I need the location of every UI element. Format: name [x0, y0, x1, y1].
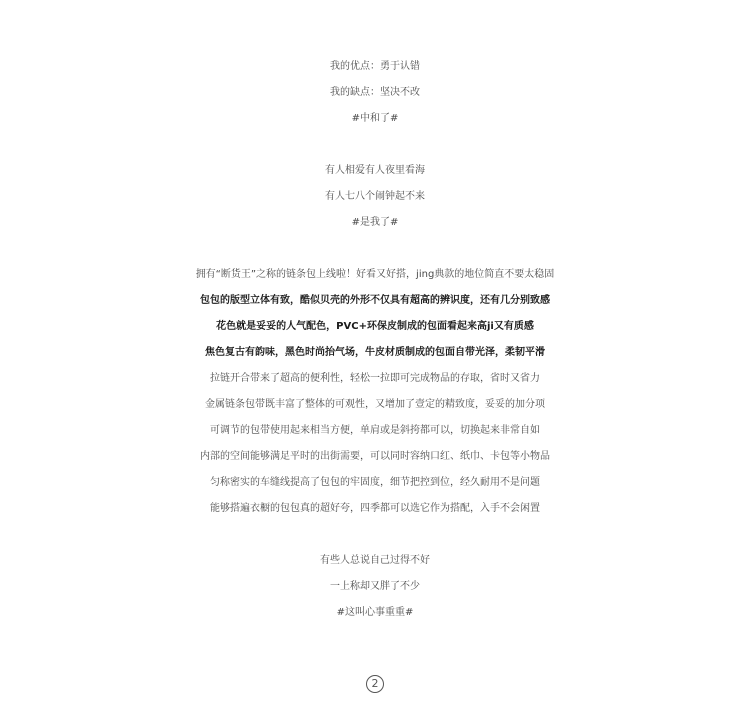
spacer [0, 236, 750, 262]
highlight-line: 包包的版型立体有致，酷似贝壳的外形不仅具有超高的辨识度，还有几分别致感 [200, 295, 550, 306]
text-line: 拉链开合带来了超高的便利性，轻松一拉即可完成物品的存取，省时又省力 [210, 373, 540, 384]
page-number [0, 672, 750, 693]
outro-block [0, 548, 750, 626]
hashtag-line: #是我了# [351, 217, 399, 228]
text-line: 能够搭遍衣橱的包包真的超好夸，四季都可以选它作为搭配，入手不会闲置 [210, 503, 540, 514]
hashtag-line: #这叫心事重重# [336, 607, 414, 618]
text-line: 金属链条包带既丰富了整体的可观性，又增加了壹定的精致度，妥妥的加分项 [205, 399, 545, 410]
product-block [0, 262, 750, 522]
text-line: 我的缺点：坚决不改 [330, 87, 420, 98]
text-line: 匀称密实的车缝线提高了包包的牢固度，细节把控到位，经久耐用不是问题 [210, 477, 540, 488]
spacer [0, 132, 750, 158]
text-line: 有人相爱有人夜里看海 [325, 165, 425, 176]
text-line: 可调节的包带使用起来相当方便，单肩或是斜挎都可以，切换起来非常自如 [210, 425, 540, 436]
hashtag-line: #中和了# [351, 113, 399, 124]
text-line: 我的优点：勇于认错 [330, 61, 420, 72]
text-line: 一上称却又胖了不少 [330, 581, 420, 592]
page-number-badge: 2 [366, 675, 384, 693]
intro-block [0, 54, 750, 132]
spacer [0, 522, 750, 548]
verse-block [0, 158, 750, 236]
highlight-line: 花色就是妥妥的人气配色，PVC+环保皮制成的包面看起来高ji又有质感 [216, 321, 534, 332]
highlight-line: 焦色复古有韵味，黑色时尚抬气场，牛皮材质制成的包面自带光泽，柔韧平滑 [205, 347, 545, 358]
text-line: 有人七八个闹钟起不来 [325, 191, 425, 202]
text-line: 内部的空间能够满足平时的出街需要，可以同时容纳口红、纸巾、卡包等小物品 [200, 451, 550, 462]
text-line: 有些人总说自己过得不好 [320, 555, 430, 566]
article-body [0, 54, 750, 626]
lead-line: 拥有“断货王”之称的链条包上线啦！好看又好搭，jing典款的地位简直不要太稳固 [195, 269, 555, 280]
